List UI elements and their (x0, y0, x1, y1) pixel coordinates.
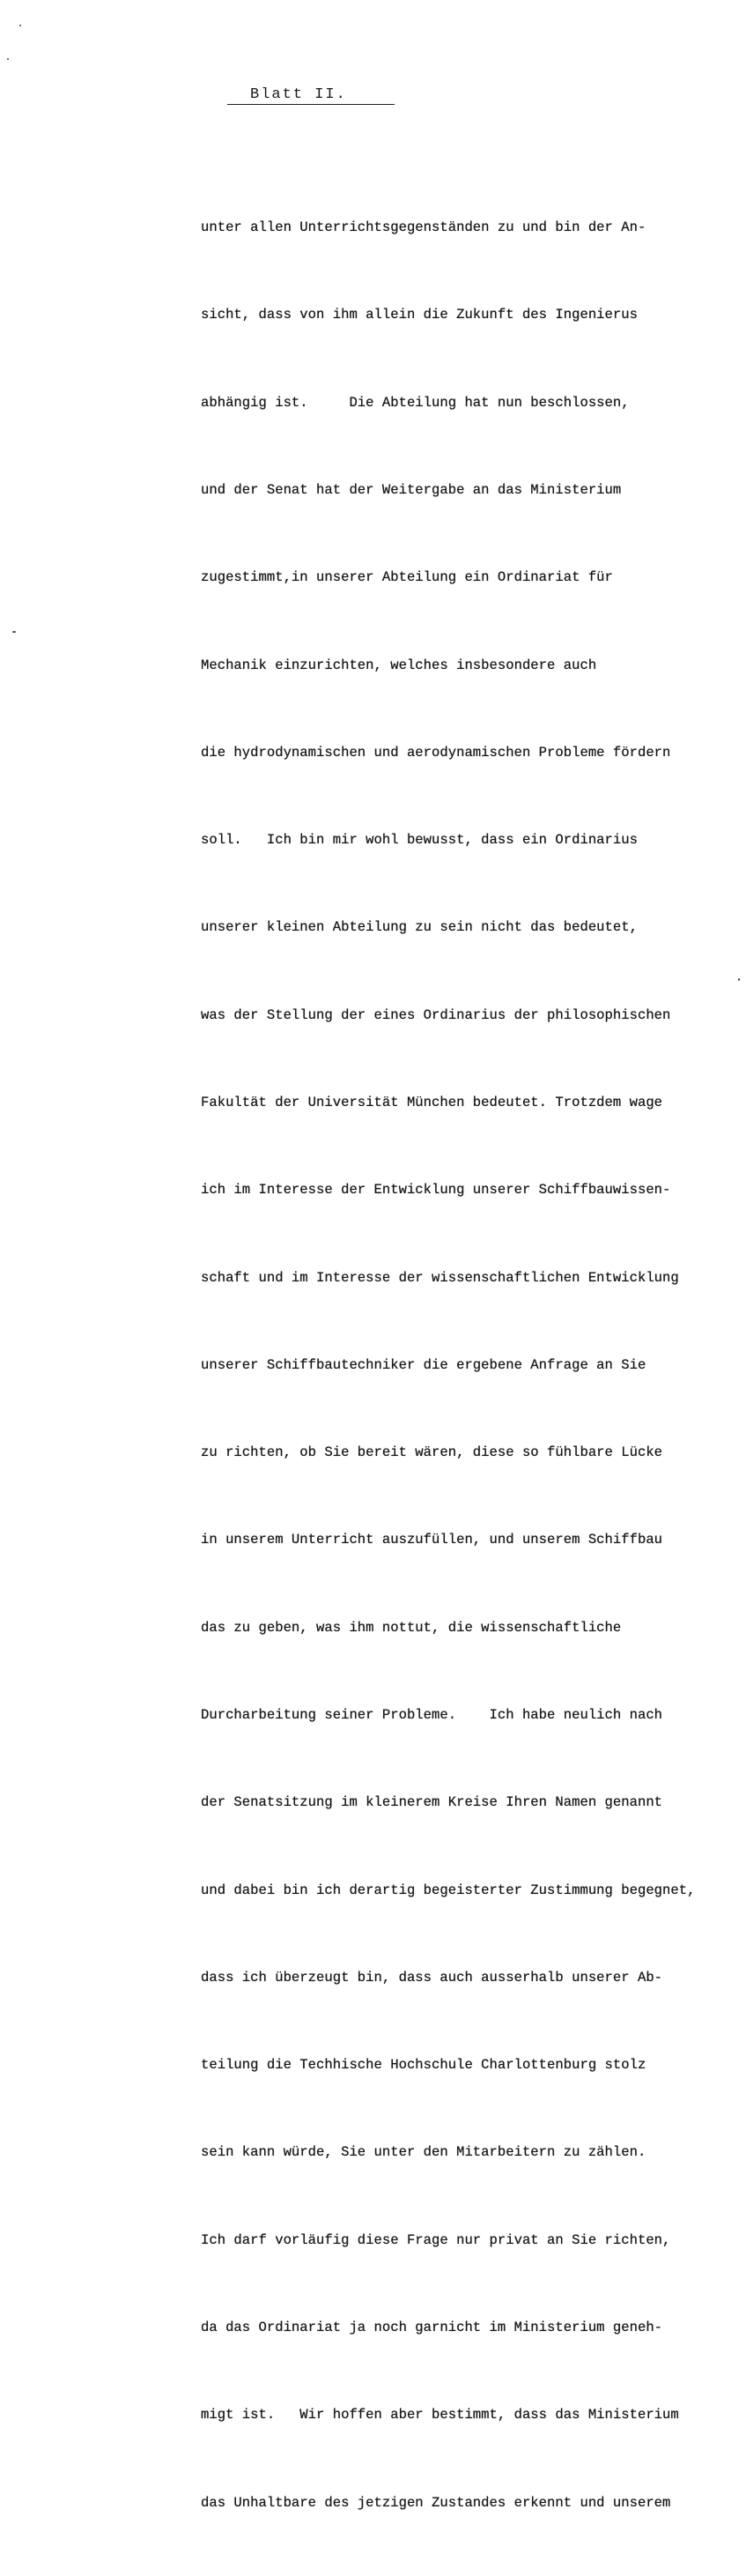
text-line: schaft und im Interesse der wissenschaftlichen Entwicklung (201, 1269, 679, 1286)
text-line: unter allen Unterrichtsgegenständen zu und bin der An- (201, 219, 646, 236)
text-line: sicht, dass von ihm allein die Zukunft des Ingenierus (201, 307, 638, 323)
text-line: und dabei bin ich derartig begeisterter Zustimmung begegnet, (201, 1882, 696, 1898)
text-line: da das Ordinariat ja noch garnicht im Ministerium geneh- (201, 2319, 663, 2335)
text-line: das zu geben, was ihm nottut, die wissenschaftliche (201, 1619, 622, 1636)
text-line: migt ist. Wir hoffen aber bestimmt, dass das Ministerium (201, 2407, 679, 2424)
text-line: das Unhaltbare des jetzigen Zustandes erkennt und unserem (201, 2494, 671, 2511)
text-line: unserer kleinen Abteilung zu sein nicht das bedeutet, (201, 919, 638, 936)
scan-speck (12, 631, 16, 633)
text-line: Ich darf vorläufig diese Frage nur privat an Sie richten, (201, 2231, 671, 2248)
text-line: zu richten, ob Sie bereit wären, diese so fühlbare Lücke (201, 1444, 663, 1461)
text-line: was der Stellung der eines Ordinarius der philosophischen (201, 1006, 671, 1023)
text-line: Durcharbeitung seiner Probleme. Ich habe neulich nach (201, 1706, 663, 1723)
scan-speck (19, 25, 21, 26)
text-line: teilung die Techhische Hochschule Charlottenburg stolz (201, 2057, 646, 2074)
text-line: soll. Ich bin mir wohl bewusst, dass ein Ordinarius (201, 832, 638, 849)
text-line: zugestimmt,in unserer Abteilung ein Ordinariat für (201, 569, 613, 586)
scan-speck (738, 978, 740, 981)
text-line: dass ich überzeugt bin, dass auch ausserhalb unserer Ab- (201, 1969, 663, 1986)
letter-body (201, 155, 729, 2576)
text-line: der Senatsitzung im kleinerem Kreise Ihren Namen genannt (201, 1794, 663, 1811)
text-line: und der Senat hat der Weitergabe an das Ministerium (201, 482, 622, 499)
text-line: in unserem Unterricht auszufüllen, und unserem Schiffbau (201, 1532, 663, 1548)
text-line: sein kann würde, Sie unter den Mitarbeitern zu zählen. (201, 2144, 646, 2161)
text-line: die hydrodynamischen und aerodynamischen Probleme fördern (201, 744, 671, 761)
page-heading: Blatt II. (227, 86, 395, 105)
scan-speck (7, 58, 9, 60)
text-line: Fakultät der Universität München bedeutet. Trotzdem wage (201, 1095, 663, 1110)
text-line: unserer Schiffbautechniker die ergebene Anfrage an Sie (201, 1356, 646, 1373)
text-line: abhängig ist. Die Abteilung hat nun beschlossen, (201, 394, 630, 411)
text-line: Mechanik einzurichten, welches insbesondere auch (201, 657, 597, 673)
text-line: ich im Interesse der Entwicklung unserer Schiffbauwissen- (201, 1182, 671, 1199)
